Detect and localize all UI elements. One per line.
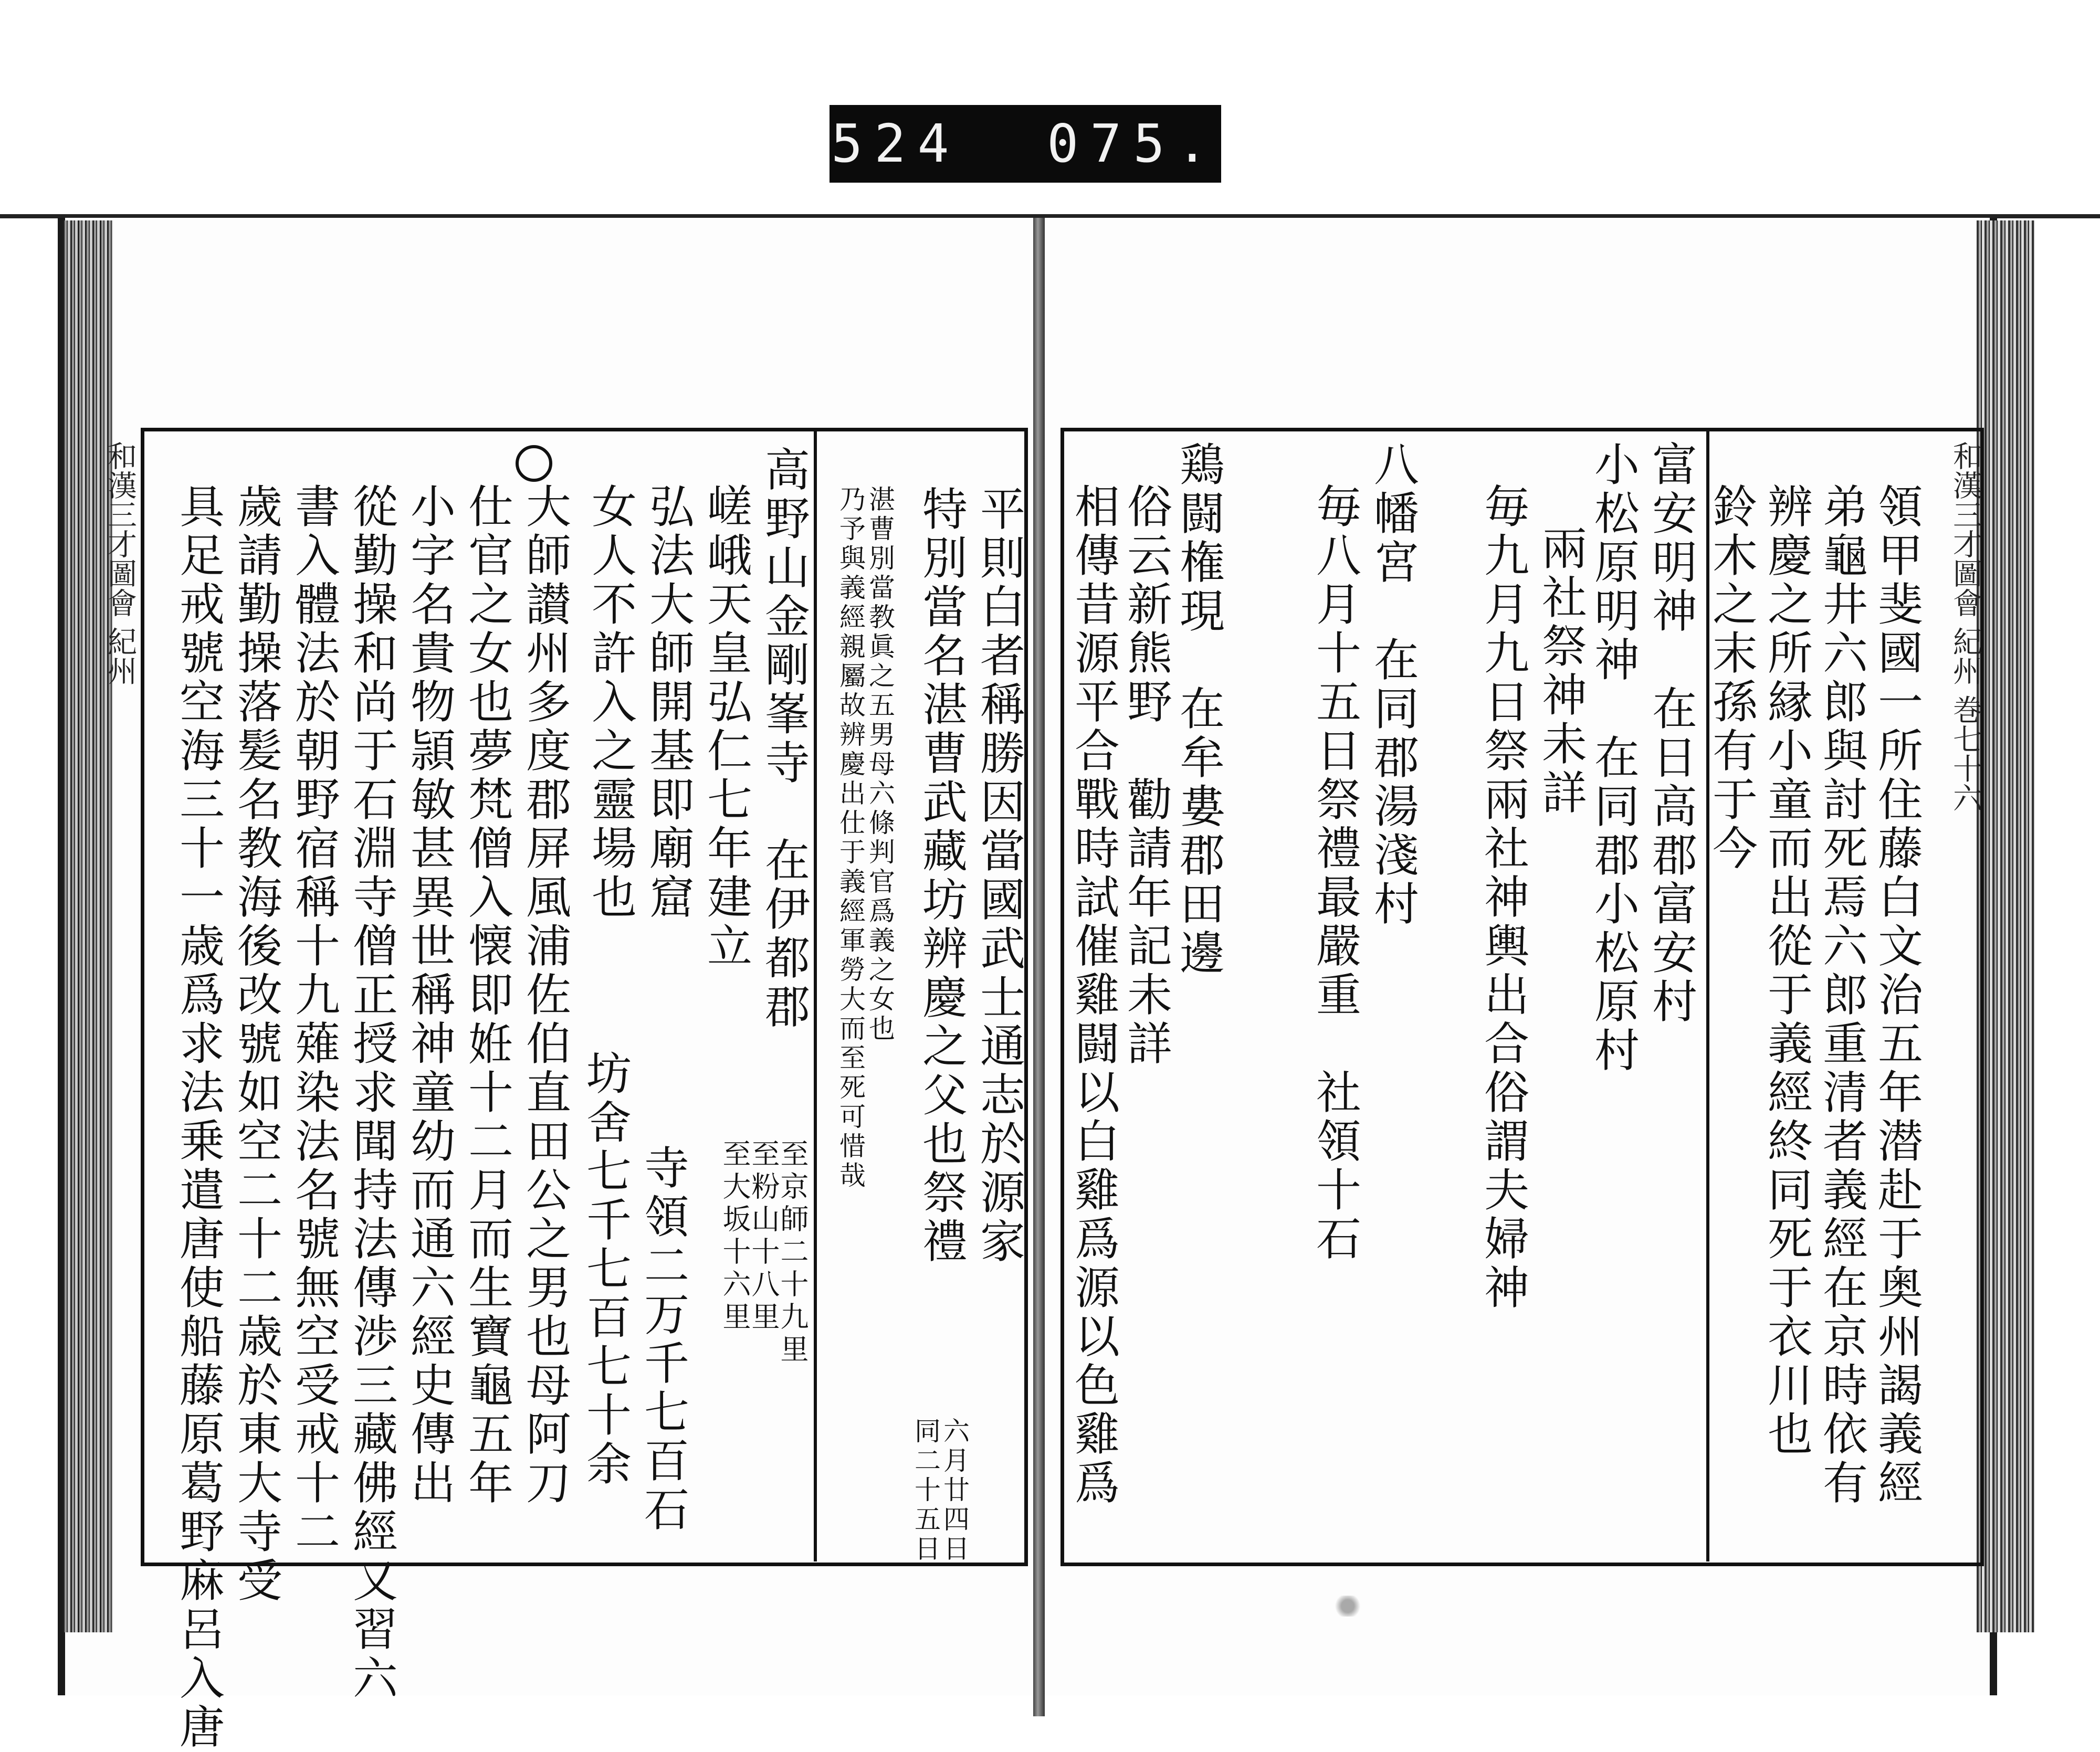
paragraph-mark-icon xyxy=(516,445,552,482)
distance-note: 至大坂十六里 xyxy=(718,1139,751,1334)
text-column: 毎九月九日祭兩社神輿出合俗謂夫婦神 xyxy=(1476,483,1529,1313)
text-column: 高野山金剛峯寺 在伊都郡 xyxy=(757,446,810,1032)
note-column: 同二十五日 xyxy=(910,1417,941,1564)
text-column: 歲請勤操落髪名教海後改號如空二十二歳於東大寺受 xyxy=(229,483,282,1606)
text-column: 具足戒號空海三十一歳爲求法乗遣唐使船藤原葛野麻呂入唐 xyxy=(172,483,224,1752)
text-column: 弘法大師開基即廟窟 xyxy=(642,483,694,922)
left-section-divider xyxy=(814,428,817,1561)
text-column: 女人不許入之靈場也 xyxy=(584,483,636,922)
text-column: 特別當名湛曹武藏坊辨慶之父也祭禮 xyxy=(915,486,967,1266)
book-spine xyxy=(1033,218,1045,1716)
distance-note: 至京師二十九里 xyxy=(776,1139,809,1367)
text-column: 毎八月十五日祭禮最嚴重 社領十石 xyxy=(1308,483,1361,1264)
text-column: 辨慶之所縁小童而出從于義經終同死于衣川也 xyxy=(1760,483,1812,1459)
temple-revenue: 寺領二万千七百石 xyxy=(636,1144,689,1535)
text-column: 俗云新熊野 勸請年記未詳 xyxy=(1119,483,1172,1069)
text-column: 富安明神 在日高郡富安村 xyxy=(1644,441,1697,1027)
left-page-edges xyxy=(63,220,113,1632)
text-column: 小松原明神 在同郡小松原村 xyxy=(1587,441,1639,1075)
text-column: 相傳昔源平合戰時試催雞闘以白雞爲源以色雞爲 xyxy=(1067,483,1119,1508)
ink-smudge xyxy=(1329,1596,1366,1617)
distance-note: 至粉山十八里 xyxy=(747,1139,780,1334)
text-column: 小字名貴物頴敏甚異世稱神童幼而通六經史傳出 xyxy=(403,483,455,1508)
left-running-head: 和漢三才圖會 紀州 xyxy=(103,441,137,685)
text-column: 弟龜井六郎與討死焉六郎重清者義經在京時依有 xyxy=(1815,483,1867,1508)
note-column: 湛曹別當教眞之五男母六條判官爲義之女也 xyxy=(865,486,895,1044)
text-column: 八幡宮 在同郡湯淺村 xyxy=(1366,441,1419,929)
right-running-head: 和漢三才圖會 紀州 巻七十六 xyxy=(1948,441,1982,812)
note-column: 乃予與義經親屬故辨慶出仕于義經軍勞大而至死可惜哉 xyxy=(835,486,866,1191)
text-column: 鶏闘権現 在牟婁郡田邊 xyxy=(1172,441,1224,978)
text-column: 鈴木之末孫有于今 xyxy=(1705,483,1757,873)
note-column: 六月廿四日 xyxy=(939,1417,970,1564)
text-column: 平則白者稱勝因當國武士通志於源家 xyxy=(972,486,1025,1266)
text-column: 兩社祭神未詳 xyxy=(1534,525,1587,818)
text-column: 從勤操和尚于石淵寺僧正授求聞持法傳渉三藏佛經又習六 xyxy=(345,483,397,1703)
text-column: 大師讃州多度郡屏風浦佐伯直田公之男也母阿刀 xyxy=(518,483,571,1508)
text-column: 領甲斐國一所住藤白文治五年潜赴于奥州謁義經 xyxy=(1870,483,1923,1508)
archive-reference-tag: 524 075. xyxy=(830,105,1221,183)
text-column: 仕官之女也夢梵僧入懐即姙十二月而生寶龜五年 xyxy=(460,483,513,1508)
lodging-count: 坊舍七千七百七十余 xyxy=(579,1050,631,1489)
text-column: 嵯峨天皇弘仁七年建立 xyxy=(699,483,752,971)
right-page-edges xyxy=(1977,220,2034,1632)
text-column: 書入體法於朝野宿稱十九薙染法名號無空受戒十二 xyxy=(287,483,340,1557)
